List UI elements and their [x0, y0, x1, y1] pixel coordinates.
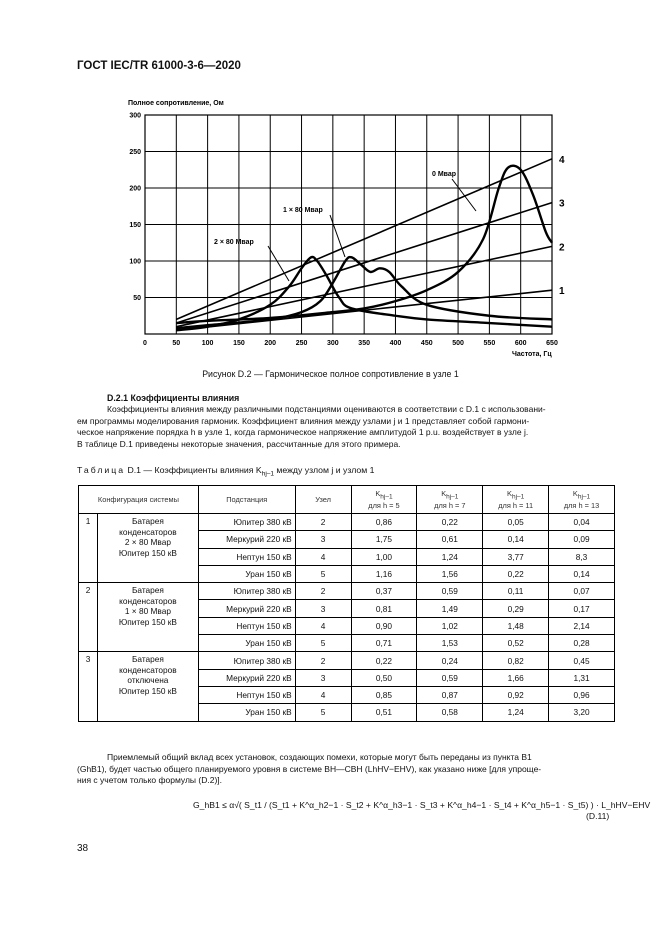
chart-xtick-label: 250 [295, 340, 308, 347]
value-cell: 1,16 [351, 565, 417, 582]
value-cell: 1,75 [351, 531, 417, 548]
node-cell: 2 [295, 583, 351, 600]
station-cell: Нептун 150 кВ [198, 686, 295, 703]
value-cell: 0,86 [351, 514, 417, 531]
value-cell: 1,56 [417, 565, 483, 582]
chart-xtick-label: 650 [546, 340, 558, 347]
group-config: Батарея конденсаторов 1 × 80 Мвар Юпитер 150 кВ [97, 583, 198, 651]
node-cell: 2 [295, 514, 351, 531]
chart-annotation-2x80: 2 × 80 Мвар [214, 239, 254, 246]
document-header: ГОСТ IEC/TR 61000-3-6—2020 [77, 60, 241, 72]
value-cell: 1,66 [483, 669, 549, 686]
table-header-row [79, 486, 615, 514]
group-cell [79, 514, 199, 583]
chart-xtick-label: 200 [264, 340, 277, 347]
value-cell: 0,61 [417, 531, 483, 548]
chart-xlabel: Частота, Гц [512, 351, 552, 358]
value-cell: 0,87 [417, 686, 483, 703]
chart-xtick-label: 600 [514, 340, 527, 347]
value-cell: 0,28 [549, 635, 615, 652]
para-line: ческое напряжение порядка h в узле 1, когда гармоническое напряжение амплитудой 1 p.u. воздействует в узле j. [77, 427, 529, 438]
node-cell: 4 [295, 686, 351, 703]
chart-leader-0mvar [452, 179, 476, 211]
value-cell: 1,31 [549, 669, 615, 686]
value-cell: 3,20 [549, 704, 615, 721]
node-cell: 4 [295, 548, 351, 565]
group-number: 2 [85, 585, 91, 596]
value-cell: 0,05 [483, 514, 549, 531]
value-cell: 2,14 [549, 617, 615, 634]
group-config: Батарея конденсаторов 2 × 80 Мвар Юпитер 150 кВ [97, 514, 198, 582]
value-cell: 0,45 [549, 652, 615, 669]
table-row [79, 583, 615, 600]
value-cell: 0,29 [483, 600, 549, 617]
value-cell: 0,71 [351, 635, 417, 652]
group-config: Батарея конденсаторов отключена Юпитер 150 кВ [97, 652, 198, 720]
station-cell: Юпитер 380 кВ [198, 583, 295, 600]
chart-xtick-label: 50 [172, 340, 181, 347]
node-cell: 4 [295, 617, 351, 634]
station-cell: Уран 150 кВ [198, 635, 295, 652]
node-cell: 5 [295, 565, 351, 582]
para-line: Приемлемый общий вклад всех установок, создающих помехи, которые могут быть переданы из пункта B1 [107, 752, 532, 762]
station-cell: Уран 150 кВ [198, 704, 295, 721]
influence-table [78, 485, 615, 722]
value-cell: 0,07 [549, 583, 615, 600]
value-cell: 0,59 [417, 583, 483, 600]
section-paragraph [77, 404, 614, 450]
chart-ytick-label: 150 [129, 222, 141, 229]
node-cell: 3 [295, 600, 351, 617]
chart-ytick-label: 100 [129, 258, 141, 266]
header-h11: $K_{hj-1}$ для h = 11 [483, 486, 549, 514]
value-cell: 0,14 [549, 565, 615, 582]
value-cell: 0,22 [483, 565, 549, 582]
value-cell: 0,90 [351, 617, 417, 634]
value-cell: 0,17 [549, 600, 615, 617]
para-line: В таблице D.1 приведены некоторые значения, рассчитанные для этого примера. [77, 438, 401, 449]
value-cell: 0,96 [549, 686, 615, 703]
chart-xtick-label: 300 [327, 340, 339, 347]
formula-label: (D.11) [586, 811, 610, 821]
chart-ytick-label: 200 [129, 185, 141, 193]
group-cell [79, 583, 199, 652]
table-caption: Таблица D.1 — Коэффициенты влияния $K_{hj-1}$ между узлом j и узлом 1 [77, 465, 375, 478]
value-cell: 1,48 [483, 617, 549, 634]
node-cell: 3 [295, 531, 351, 548]
para-line: Коэффициенты влияния между различными подстанциями оцениваются в соответствии с D.1 с использовани- [107, 404, 546, 414]
value-cell: 0,22 [417, 514, 483, 531]
station-cell: Юпитер 380 кВ [198, 652, 295, 669]
header-h5: $K_{hj-1}$ для h = 5 [351, 486, 417, 514]
value-cell: 0,82 [483, 652, 549, 669]
header-node: Узел [295, 486, 351, 514]
value-cell: 0,52 [483, 635, 549, 652]
value-cell: 3,77 [483, 548, 549, 565]
chart-xtick-label: 450 [420, 340, 433, 347]
figure-caption: Рисунок D.2 — Гармоническое полное сопротивление в узле 1 [202, 369, 459, 379]
chart-line-label: 4 [559, 154, 565, 166]
chart-line-label: 3 [559, 198, 565, 210]
chart-ytick-label: 50 [133, 295, 141, 302]
chart-xtick-label: 0 [143, 340, 147, 347]
value-cell: 0,24 [417, 652, 483, 669]
value-cell: 0,11 [483, 583, 549, 600]
chart-annotation-0mvar: 0 Мвар [432, 171, 457, 178]
chart-xtick-label: 350 [358, 340, 370, 347]
value-cell: 1,00 [351, 548, 417, 565]
chart-xtick-label: 500 [452, 340, 464, 347]
value-cell: 1,24 [483, 704, 549, 721]
value-cell: 0,51 [351, 704, 417, 721]
chart-xtick-label: 550 [483, 340, 496, 347]
header-station: Подстанция [198, 486, 295, 514]
node-cell: 2 [295, 652, 351, 669]
value-cell: 0,50 [351, 669, 417, 686]
station-cell: Нептун 150 кВ [198, 617, 295, 634]
node-cell: 5 [295, 704, 351, 721]
value-cell: 0,04 [549, 514, 615, 531]
group-number: 3 [85, 654, 91, 665]
value-cell: 1,24 [417, 548, 483, 565]
value-cell: 0,14 [483, 531, 549, 548]
impedance-chart [0, 0, 661, 365]
station-cell: Юпитер 380 кВ [198, 514, 295, 531]
header-config: Конфигурация системы [79, 486, 199, 514]
value-cell: 1,53 [417, 635, 483, 652]
para-line: ния с учетом только формулы (D.2)]. [77, 775, 222, 786]
table-row [79, 514, 615, 531]
chart-ytick-label: 250 [129, 149, 141, 156]
group-cell [79, 652, 199, 721]
chart-xtick-label: 150 [233, 340, 245, 347]
station-cell: Меркурий 220 кВ [198, 531, 295, 548]
table-row [79, 652, 615, 669]
value-cell: 0,58 [417, 704, 483, 721]
chart-line-label: 1 [559, 286, 565, 298]
bottom-paragraph [77, 752, 614, 787]
value-cell: 0,81 [351, 600, 417, 617]
chart-ytick-label: 300 [129, 112, 141, 120]
value-cell: 8,3 [549, 548, 615, 565]
station-cell: Меркурий 220 кВ [198, 600, 295, 617]
header-h13: $K_{hj-1}$ для h = 13 [549, 486, 615, 514]
formula-d11: G_hB1 ≤ α√( S_t1 / (S_t1 + K^α_h2−1 · S_t2 + K^α_h3−1 · S_t3 + K^α_h4−1 · S_t4 + K^α_h5−1 · S_t5) ) · L_hHV−EHV [193, 800, 651, 810]
section-heading: D.2.1 Коэффициенты влияния [107, 393, 240, 403]
header-h7: $K_{hj-1}$ для h = 7 [417, 486, 483, 514]
value-cell: 1,49 [417, 600, 483, 617]
value-cell: 0,37 [351, 583, 417, 600]
node-cell: 5 [295, 635, 351, 652]
chart-line-label: 2 [559, 242, 565, 254]
group-number: 1 [85, 516, 91, 526]
chart-xtick-label: 100 [201, 340, 214, 347]
value-cell: 0,59 [417, 669, 483, 686]
station-cell: Меркурий 220 кВ [198, 669, 295, 686]
para-line: ем программы моделирования гармоник. Коэффициент влияния между узлами j и 1 представляет собой гармони- [77, 415, 530, 426]
page-number: 38 [77, 843, 89, 854]
station-cell: Уран 150 кВ [198, 565, 295, 582]
value-cell: 0,09 [549, 531, 615, 548]
value-cell: 0,22 [351, 652, 417, 669]
node-cell: 3 [295, 669, 351, 686]
value-cell: 0,92 [483, 686, 549, 703]
value-cell: 0,85 [351, 686, 417, 703]
value-cell: 1,02 [417, 617, 483, 634]
station-cell: Нептун 150 кВ [198, 548, 295, 565]
chart-xtick-label: 400 [389, 340, 402, 347]
para-line: (GhB1), будет частью общего планируемого уровня в системе ВН—СВН (LhHV−EHV), как указано ниже [для упроще- [77, 763, 542, 774]
chart-ylabel: Полное сопротивление, Ом [128, 100, 224, 107]
chart-annotation-1x80: 1 × 80 Мвар [283, 207, 323, 214]
